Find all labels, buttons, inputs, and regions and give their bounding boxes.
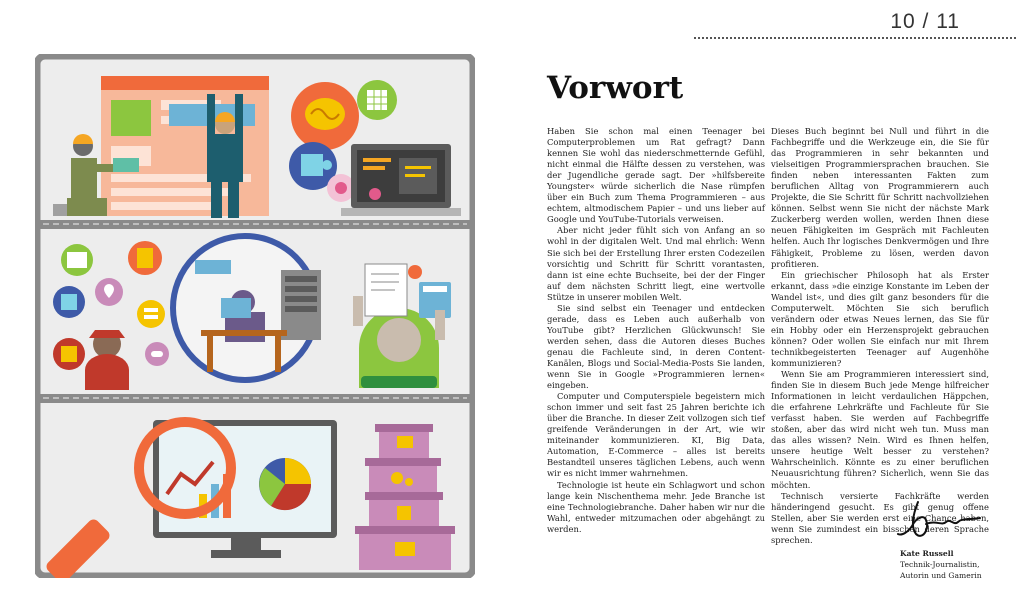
paragraph: Sie sind selbst ein Teenager und entdecken gerade, dass es Leben auch außerhalb von YouTube gibt? Herzlichen Glückwunsch! Sie werden sehen, dass die Autoren dieses Buches genau die Fachleute sind, in deren Content-Kanälen, Blogs und Social-Media-Posts Sie landen, wenn Sie in Google »Programmieren lernen« eingeben. — [547, 302, 765, 391]
desk-topview-icon — [353, 264, 451, 388]
text-column-left — [547, 126, 765, 535]
page-number: 10 / 11 — [890, 10, 960, 33]
network-icon — [53, 286, 85, 318]
brain-icon — [291, 82, 359, 150]
page-title: Vorwort — [547, 70, 684, 106]
hierarchy-icon — [53, 338, 85, 370]
monitor-chart-icon — [153, 420, 337, 558]
author-role: Autorin und Gamerin — [900, 571, 982, 580]
settings-circle-icon — [327, 174, 355, 202]
laptop-code-icon — [341, 144, 461, 216]
developer-desk-icon — [173, 236, 321, 380]
paragraph: Technologie ist heute ein Schlagwort und schon lange kein Nischenthema mehr. Jede Branche ist eine Technologiebranche. Daher haben wir nur die Wahl, entweder mitzumachen oder abgehängt zu werden. — [547, 479, 765, 534]
programming-illustration — [35, 54, 475, 578]
spreadsheet-icon — [357, 80, 397, 120]
author-credit — [900, 548, 982, 581]
link-icon — [145, 342, 169, 366]
paragraph: Haben Sie schon mal einen Teenager bei Computerproblemen um Rat gefragt? Dann kennen Sie wohl das niederschmetternde Gefühl, nicht einmal die Hälfte dessen zu verstehen, was der Jugendliche gerade sagt. Der »hilfsbereite Youngster« würde sicherlich die Nase rümpfen über ein Buch zum Thema Programmieren – aus echtem, altmodischem Papier – und uns lieber auf Google und YouTube-Tutorials verweisen. — [547, 126, 765, 225]
server-icon — [137, 300, 165, 328]
paragraph: Aber nicht jeder fühlt sich von Anfang an so wohl in der digitalen Welt. Und mal ehrlich: Wenn Sie sich bei der Erstellung Ihrer ersten Codezeilen vorsichtig und Schritt für Schritt vorantasten, dann ist eine echte Buchseite, bei der der Finger auf dem nächsten Schritt liegt, eine wertvolle Stütze in unserer mobilen Welt. — [547, 225, 765, 302]
web-icon — [61, 244, 93, 276]
browser-window-icon — [101, 76, 269, 216]
code-file-icon — [128, 241, 162, 275]
paragraph: Technisch versierte Fachkräfte werden händeringend gesucht. Es gibt genug offene Stellen, aber Sie werden erst eine Chance haben, wenn Sie zumindest ein bisschen deren Sprache sprechen. — [771, 490, 989, 545]
paragraph: Ein griechischer Philosoph hat als Erster erkannt, dass »die einzige Konstante im Leben der Wandel ist«, und dies gilt ganz besonders für die Computerwelt. Möchten Sie sich beruflich verändern oder etwas Neues lernen, das Sie für ein Hobby oder ein Herzensprojekt gebrauchen können? Oder wollen Sie einfach nur mit Ihrem technikbegeisterten Teenager auf Augenhöhe kommunizieren? — [771, 269, 989, 368]
location-icon — [95, 278, 123, 306]
header-dotted-rule — [694, 37, 1016, 39]
author-name: Kate Russell — [900, 549, 954, 558]
paragraph: Computer und Computerspiele begeistern mich schon immer und seit fast 25 Jahren berichte ich über die Branche. In dieser Zeit vollzogen sich tief greifende Veränderungen in der Art, wie wir miteinander kommunizieren. KI, Big Data, Automation, E-Commerce – alles ist bereits Bestandteil unseres täglichen Lebens, auch wenn wir es nicht immer wahrnehmen. — [547, 391, 765, 479]
paragraph: Wenn Sie am Programmieren interessiert sind, finden Sie in diesem Buch jede Menge hilfreicher Informationen in leicht verdaulichen Häppchen, die erfahrene Lehrkräfte und Fachleute für Sie verfasst haben. Sie werden auf Fachbegriffe stoßen, aber das wird nicht weh tun. Muss man das alles wissen? Nein. Wird es Ihnen helfen, unsere heutige Welt besser zu verstehen? Wahrscheinlich. Könnte es zu einer beruflichen Neuausrichtung führen? Sicherlich, wenn Sie das möchten. — [771, 369, 989, 490]
author-role: Technik-Journalistin, — [900, 560, 980, 569]
text-column-right — [771, 126, 989, 546]
paragraph: Dieses Buch beginnt bei Null und führt in die Fachbegriffe und die Werkzeuge ein, die Sie für das Programmieren in sehr bekannten und vielseitigen Programmiersprachen brauchen. Sie finden neben interessanten Fakten zum beruflichen Alltag von Programmierern auch Projekte, die Sie Schritt für Schritt nachvollziehen können. Selbst wenn Sie nicht der nächste Mark Zuckerberg werden wollen, werden Ihnen diese neuen Fähigkeiten im Gespräch mit Fachleuten helfen. Auch Ihr logisches Denkvermögen und Ihre Fähigkeit, Probleme zu lösen, werden davon profitieren. — [771, 126, 989, 269]
author-signature — [896, 496, 982, 542]
